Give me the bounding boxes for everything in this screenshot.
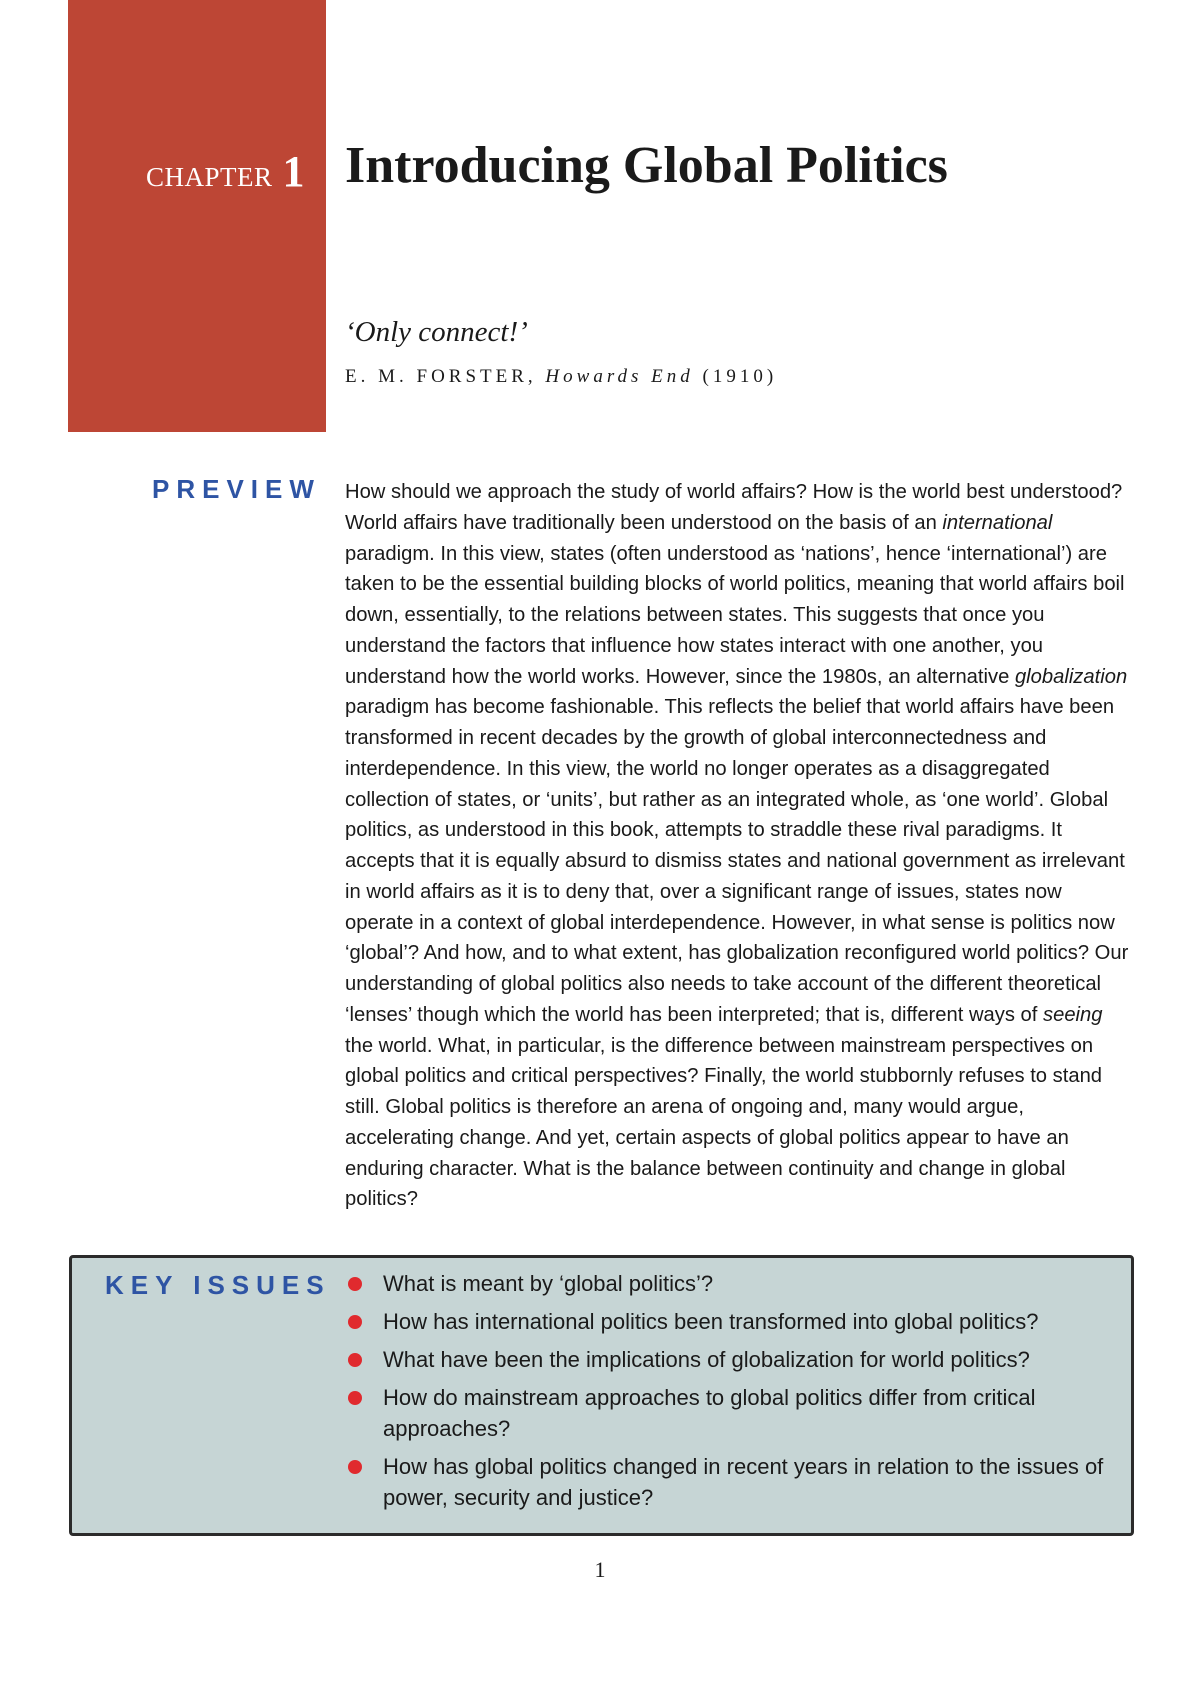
- preview-text: [345, 477, 1135, 1215]
- preview-emphasis-globalization: globalization: [1014, 665, 1128, 688]
- epigraph-author: E. M. FORSTER,: [345, 366, 537, 387]
- key-issues-label: KEY ISSUES: [105, 1270, 331, 1300]
- bullet-icon: [348, 1391, 362, 1405]
- bullet-icon: [348, 1315, 362, 1329]
- preview-text-segment: paradigm. In this view, states (often understood as ‘nations’, hence ‘international’) are taken to be the essential building blocks of world politics, meaning that world affairs boil down, essentially, to the relations between states. This suggests that once you understand the factors that influence how states interact with one another, you understand how the world works. However, since the 1980s, an alternative: [345, 542, 1125, 688]
- key-issue-item: [348, 1268, 1118, 1299]
- key-issue-text: What is meant by ‘global politics’?: [383, 1271, 714, 1296]
- key-issue-item: [348, 1344, 1118, 1375]
- chapter-word: CHAPTER: [146, 162, 273, 192]
- chapter-title: Introducing Global Politics: [345, 137, 948, 194]
- preview-label: PREVIEW: [152, 474, 321, 504]
- key-issue-text: What have been the implications of globalization for world politics?: [383, 1347, 1030, 1372]
- key-issue-text: How has global politics changed in recent years in relation to the issues of power, security and justice?: [383, 1454, 1104, 1510]
- chapter-number: 1: [282, 147, 305, 196]
- preview-text-segment: paradigm has become fashionable. This reflects the belief that world affairs have been transformed in recent decades by the growth of global interconnectedness and interdependence. In this view, the world no longer operates as a disaggregated collection of states, or ‘units’, but rather as an integrated whole, as ‘one world’. Global politics, as understood in this book, attempts to straddle these rival paradigms. It accepts that it is equally absurd to dismiss states and national government as irrelevant in world affairs as it is to deny that, over a significant range of issues, states now operate in a context of global interdependence. However, in what sense is politics now ‘global’? And how, and to what extent, has globalization reconfigured world politics? Our understanding of global politics also needs to take account of the different theoretical ‘lenses’ though which the world has been interpreted; that is, different ways of: [345, 696, 1129, 1026]
- chapter-label: [146, 146, 305, 197]
- epigraph-attribution: [345, 366, 777, 388]
- chapter-color-block: [68, 0, 326, 432]
- key-issues-box: [69, 1255, 1134, 1536]
- epigraph-work: Howards End: [545, 366, 694, 387]
- preview-text-segment: the world. What, in particular, is the difference between mainstream perspectives on global politics and critical perspectives? Finally, the world stubbornly refuses to stand still. Global politics is therefore an arena of ongoing and, many would argue, accelerating change. And yet, certain aspects of global politics appear to have an enduring character. What is the balance between continuity and change in global politics?: [345, 1034, 1103, 1211]
- key-issue-item: [348, 1451, 1118, 1513]
- bullet-icon: [348, 1277, 362, 1291]
- epigraph-year: (1910): [702, 366, 778, 387]
- page-number: 1: [594, 1557, 606, 1582]
- key-issue-item: [348, 1306, 1118, 1337]
- bullet-icon: [348, 1353, 362, 1367]
- key-issue-text: How has international politics been transformed into global politics?: [383, 1309, 1039, 1334]
- key-issue-item: [348, 1382, 1118, 1444]
- key-issues-list: [348, 1268, 1118, 1520]
- preview-emphasis-seeing: seeing: [1043, 1003, 1103, 1026]
- key-issue-text: How do mainstream approaches to global politics differ from critical approaches?: [383, 1385, 1036, 1441]
- bullet-icon: [348, 1460, 362, 1474]
- preview-emphasis-international: international: [942, 511, 1053, 534]
- preview-text-segment: How should we approach the study of world affairs? How is the world best understood? World affairs have traditionally been understood on the basis of an: [345, 481, 1123, 534]
- epigraph-quote: ‘Only connect!’: [345, 316, 528, 348]
